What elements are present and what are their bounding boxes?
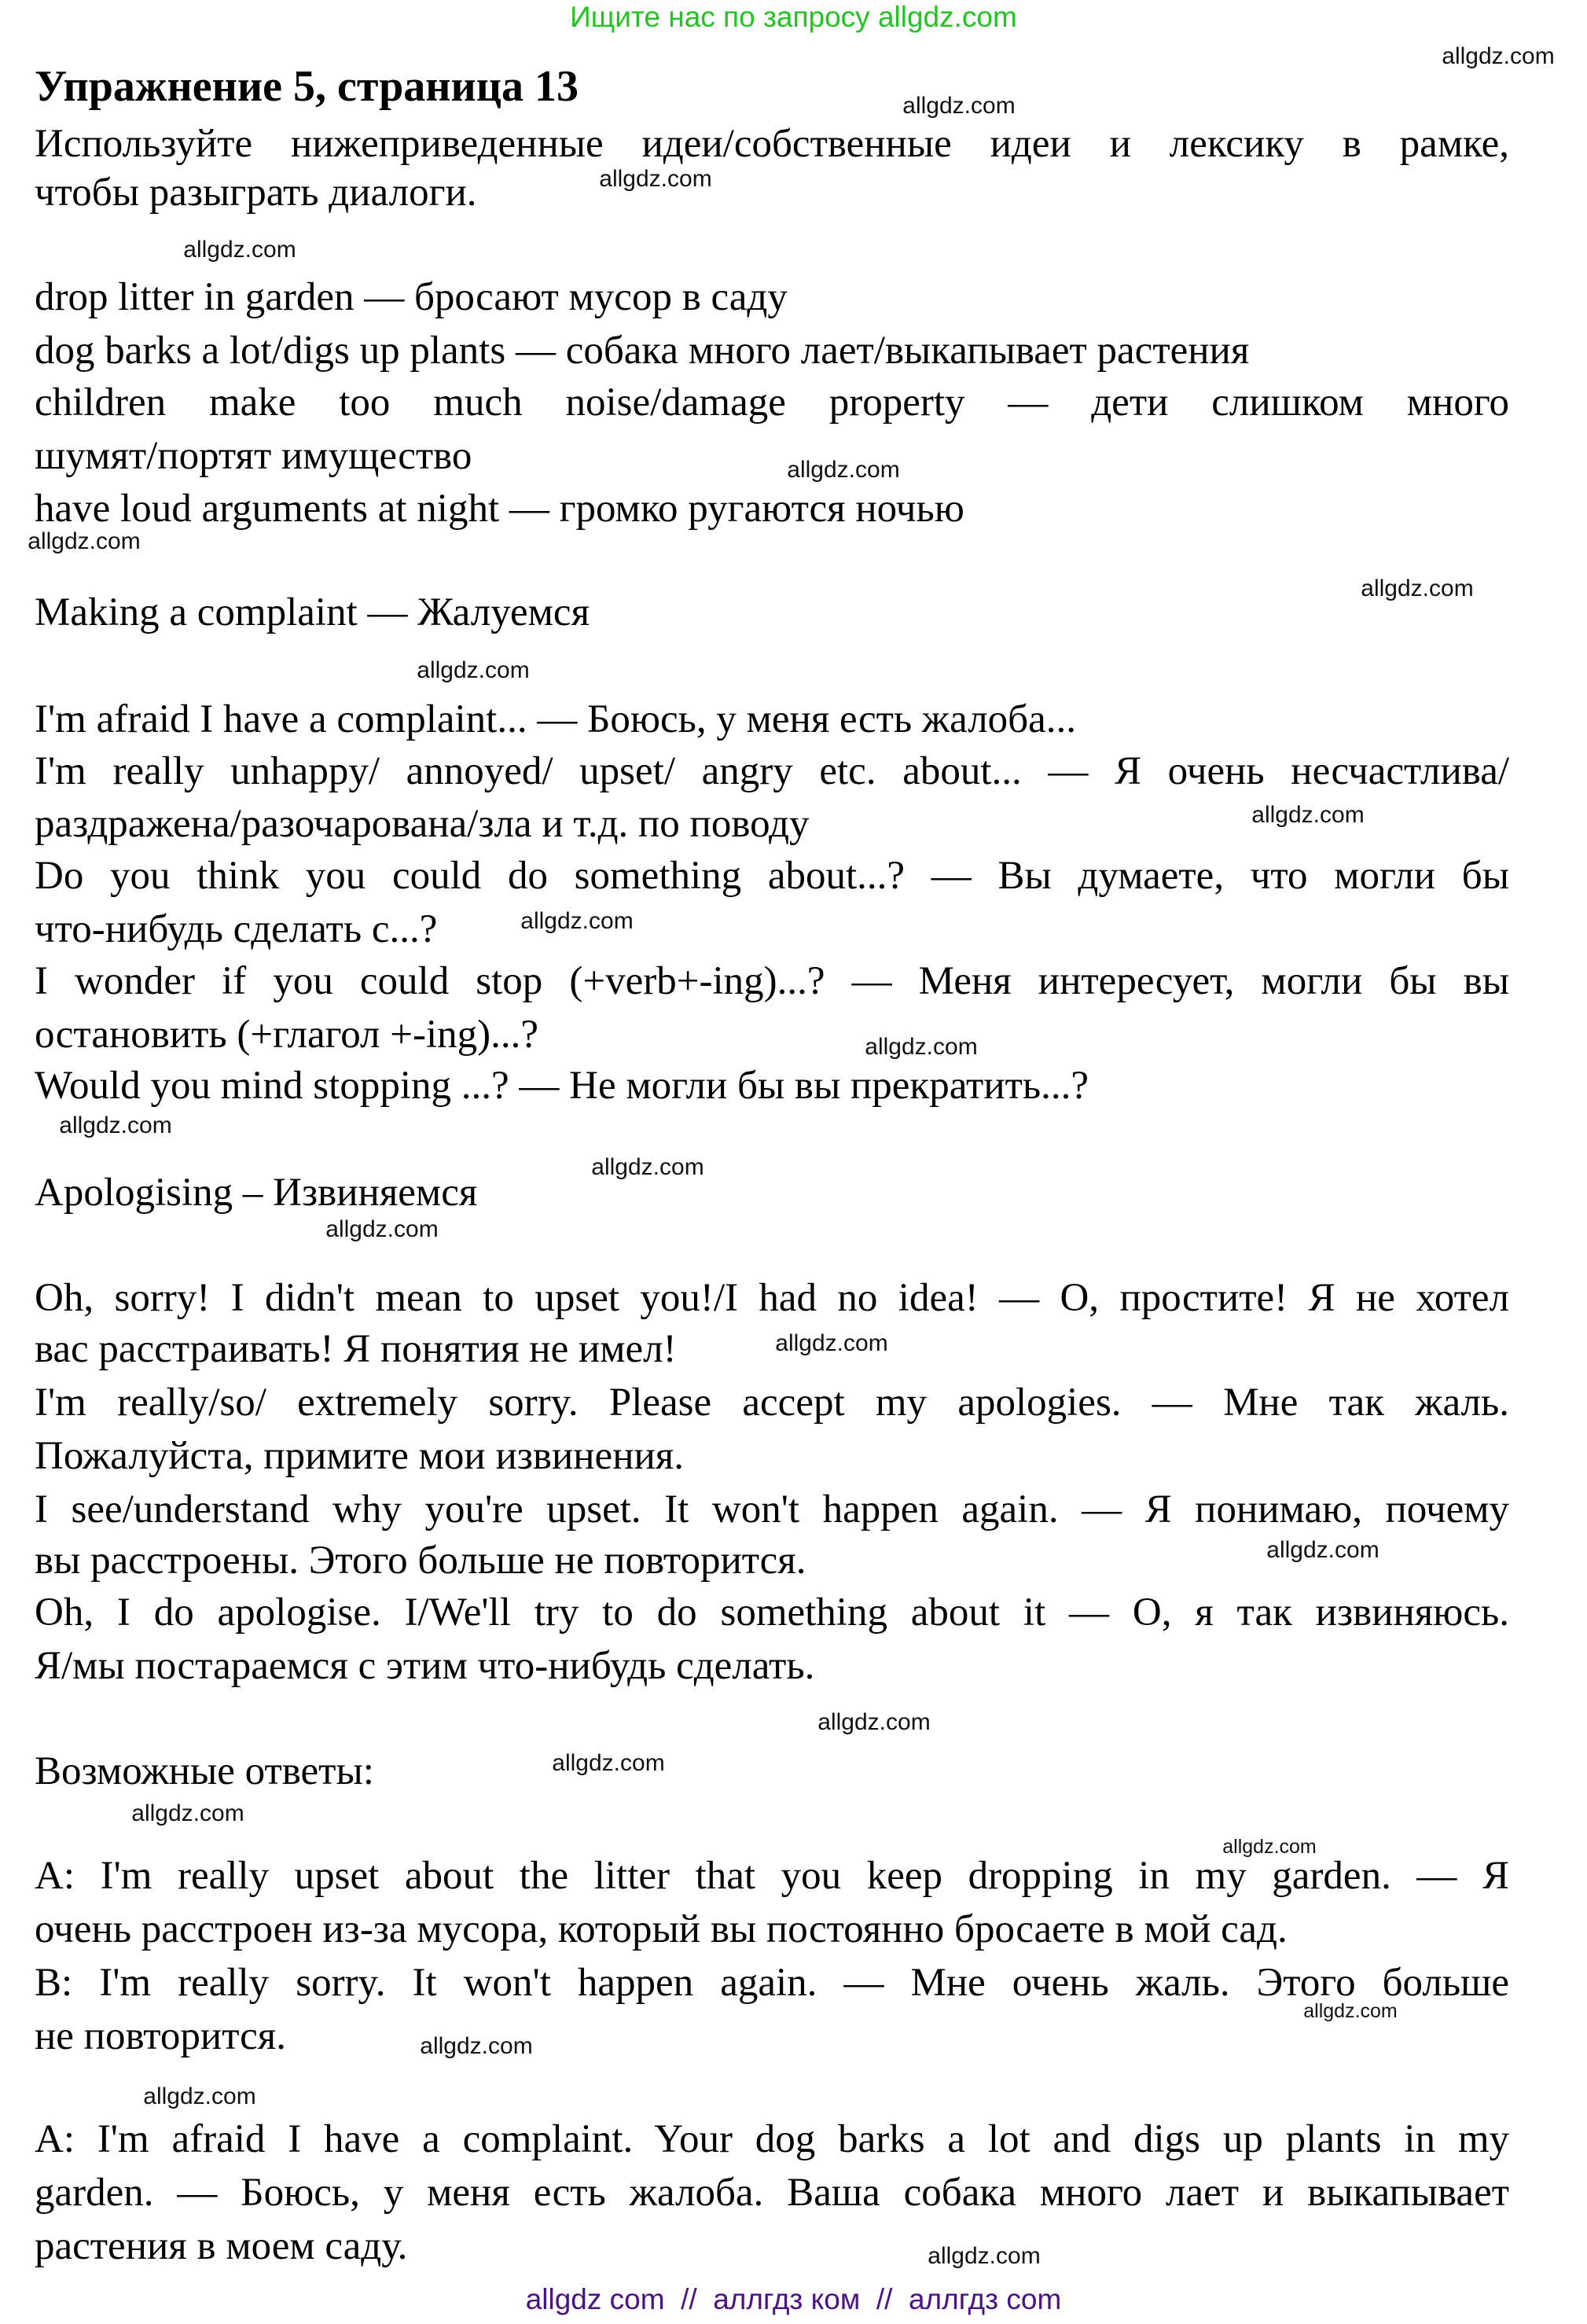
intro-line-2: чтобы разыграть диалоги. bbox=[35, 171, 477, 215]
watermark: allgdz.com bbox=[928, 2243, 1041, 2269]
idea-item: drop litter in garden — бросают мусор в саду bbox=[35, 275, 788, 319]
phrase-line: что-нибудь сделать с...? bbox=[35, 907, 438, 951]
phrase-line: Я/мы постараемся с этим что-нибудь сделать. bbox=[35, 1644, 815, 1688]
idea-item-continued: шумят/портят имущество bbox=[35, 434, 472, 478]
watermark: allgdz.com bbox=[1303, 2000, 1398, 2022]
phrase-line: раздражена/разочарована/зла и т.д. по поводу bbox=[35, 802, 810, 846]
watermark: allgdz.com bbox=[325, 1216, 439, 1242]
watermark: allgdz.com bbox=[775, 1330, 888, 1356]
section-heading-complaint: Making a complaint — Жалуемся bbox=[35, 590, 590, 634]
phrase-line: вы расстроены. Этого больше не повторится. bbox=[35, 1539, 806, 1583]
watermark: allgdz.com bbox=[59, 1112, 172, 1138]
idea-item: children make too much noise/damage property — дети слишком много bbox=[35, 381, 1509, 425]
watermark: allgdz.com bbox=[143, 2083, 256, 2109]
watermark: allgdz.com bbox=[902, 93, 1016, 119]
phrase-line: Oh, sorry! I didn't mean to upset you!/I had no idea! — О, простите! Я не хотел bbox=[35, 1276, 1509, 1320]
answer-line: не повторится. bbox=[35, 2014, 286, 2058]
watermark: allgdz.com bbox=[1442, 43, 1555, 69]
watermark: allgdz.com bbox=[417, 657, 530, 683]
phrase-line: Do you think you could do something about...? — Вы думаете, что могли бы bbox=[35, 854, 1509, 898]
answer-line: A: I'm really upset about the litter that you keep dropping in my garden. — Я bbox=[35, 1854, 1509, 1898]
phrase-line: Oh, I do apologise. I/We'll try to do something about it — О, я так извиняюсь. bbox=[35, 1590, 1509, 1635]
phrase-line: I wonder if you could stop (+verb+-ing)...? — Меня интересует, могли бы вы bbox=[35, 959, 1509, 1003]
answer-line: A: I'm afraid I have a complaint. Your dog barks a lot and digs up plants in my bbox=[35, 2117, 1509, 2161]
watermark: allgdz.com bbox=[28, 528, 141, 554]
section-heading-answers: Возможные ответы: bbox=[35, 1749, 374, 1793]
watermark: allgdz.com bbox=[817, 1709, 931, 1735]
watermark: allgdz.com bbox=[1222, 1836, 1317, 1858]
answer-line: garden. — Боюсь, у меня есть жалоба. Ваша собака много лает и выкапывает bbox=[35, 2171, 1509, 2215]
watermark: allgdz.com bbox=[520, 908, 634, 934]
phrase-line: Пожалуйста, примите мои извинения. bbox=[35, 1434, 684, 1478]
watermark: allgdz.com bbox=[552, 1750, 665, 1776]
section-heading-apologising: Apologising – Извиняемся bbox=[35, 1171, 478, 1215]
watermark: allgdz.com bbox=[591, 1154, 704, 1180]
watermark: allgdz.com bbox=[599, 166, 712, 192]
phrase-line: Would you mind stopping ...? — Не могли бы вы прекратить...? bbox=[35, 1064, 1089, 1108]
watermark: allgdz.com bbox=[183, 237, 296, 263]
search-banner: Ищите нас по запросу allgdz.com bbox=[570, 1, 1017, 33]
phrase-line: вас расстраивать! Я понятия не имел! bbox=[35, 1327, 677, 1371]
watermark: allgdz.com bbox=[1266, 1537, 1379, 1563]
phrase-line: остановить (+глагол +-ing)...? bbox=[35, 1013, 539, 1057]
footer-links: allgdz com // аллгдз ком // аллгдз com bbox=[525, 2283, 1062, 2315]
watermark: allgdz.com bbox=[131, 1800, 244, 1826]
idea-item: dog barks a lot/digs up plants — собака много лает/выкапывает растения bbox=[35, 329, 1250, 373]
watermark: allgdz.com bbox=[1251, 802, 1365, 828]
watermark: allgdz.com bbox=[1361, 575, 1474, 601]
page-title: Упражнение 5, страница 13 bbox=[35, 62, 579, 111]
watermark: allgdz.com bbox=[865, 1034, 978, 1060]
watermark: allgdz.com bbox=[420, 2033, 533, 2059]
answer-line: растения в моем саду. bbox=[35, 2224, 408, 2268]
idea-item: have loud arguments at night — громко ругаются ночью bbox=[35, 487, 964, 531]
phrase-line: I'm really unhappy/ annoyed/ upset/ angry etc. about... — Я очень несчастлива/ bbox=[35, 749, 1509, 793]
answer-line: B: I'm really sorry. It won't happen again. — Мне очень жаль. Этого больше bbox=[35, 1961, 1509, 2005]
answer-line: очень расстроен из-за мусора, который вы постоянно бросаете в мой сад. bbox=[35, 1907, 1288, 1951]
watermark: allgdz.com bbox=[787, 457, 900, 483]
phrase-line: I see/understand why you're upset. It won't happen again. — Я понимаю, почему bbox=[35, 1487, 1509, 1532]
phrase-line: I'm really/so/ extremely sorry. Please accept my apologies. — Мне так жаль. bbox=[35, 1381, 1509, 1425]
intro-line-1: Используйте нижеприведенные идеи/собственные идеи и лексику в рамке, bbox=[35, 122, 1509, 166]
phrase-line: I'm afraid I have a complaint... — Боюсь, у меня есть жалоба... bbox=[35, 697, 1076, 741]
